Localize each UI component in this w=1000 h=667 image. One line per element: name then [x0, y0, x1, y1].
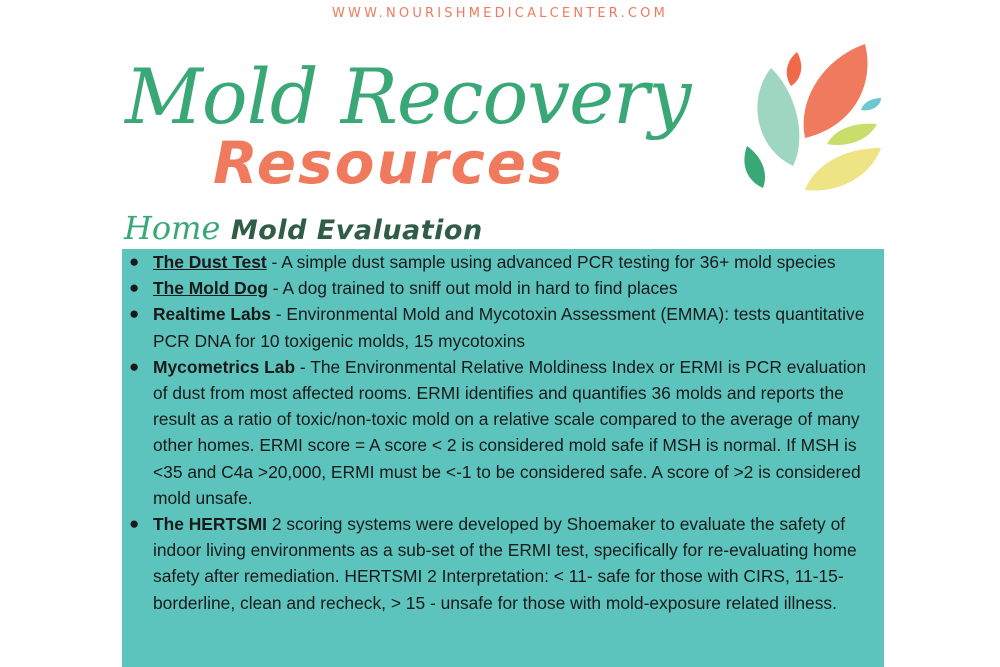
- page-title-line1: Mold Recovery: [125, 52, 691, 141]
- bullet-icon: ●: [129, 514, 140, 534]
- item-description: - Environmental Mold and Mycotoxin Assessment (EMMA): tests quantitative PCR DNA for 10 toxigenic molds, 15 mycotoxins: [153, 304, 865, 351]
- list-item: [129, 354, 872, 511]
- list-item: [129, 275, 872, 301]
- list-item: [129, 511, 872, 616]
- item-title-link[interactable]: The Mold Dog: [153, 278, 268, 299]
- section-heading-bold: Mold Evaluation: [230, 215, 483, 246]
- page-title-line2: Resources: [213, 129, 565, 197]
- bullet-icon: ●: [129, 356, 140, 376]
- list-item: [129, 249, 872, 275]
- list-item: [129, 301, 872, 353]
- resource-list: [122, 249, 884, 616]
- item-title: Mycometrics Lab: [153, 356, 296, 377]
- resources-panel: [122, 249, 884, 667]
- item-description: - A simple dust sample using advanced PCR testing for 36+ mold species: [266, 252, 836, 272]
- item-title: Realtime Labs: [153, 304, 271, 325]
- red-leaf-icon: [787, 52, 802, 86]
- item-description: - The Environmental Relative Moldiness Index or ERMI is PCR evaluation of dust from most affected rooms. ERMI identifies and quantifies 36 molds and reports the result as a ratio of toxic/non-toxic mold on a relative scale compared to the average of many other homes. ERMI score = A score < 2 is considered mold safe if MSH is normal. If MSH is <35 and C4a >20,000, ERMI must be <-1 to be considered safe. A score of >2 is considered mold unsafe.: [153, 356, 866, 508]
- lime-leaf-icon: [827, 124, 877, 145]
- item-description: 2 scoring systems were developed by Shoemaker to evaluate the safety of indoor living environments as a sub-set of the ERMI test, specifically for re-evaluating home safety after remediation. HERTSMI 2 Interpretation: < 11- safe for those with CIRS, 11-15- borderline, clean and recheck, > 15 - unsafe for those with mold-exposure related illness.: [153, 514, 857, 613]
- item-title: The HERTSMI: [153, 514, 268, 535]
- item-description: - A dog trained to sniff out mold in hard to find places: [267, 278, 678, 299]
- section-heading-script: Home: [124, 209, 221, 247]
- bullet-icon: ●: [129, 304, 140, 324]
- website-url: WWW.NOURISHMEDICALCENTER.COM: [331, 6, 669, 21]
- bullet-icon: ●: [129, 278, 140, 298]
- leaves-logo-icon: [735, 38, 885, 198]
- item-title-link[interactable]: The Dust Test: [153, 252, 267, 272]
- cyan-leaf-icon: [861, 98, 881, 110]
- bullet-icon: ●: [129, 252, 140, 271]
- yellow-leaf-icon: [805, 148, 881, 191]
- coral-leaf-icon: [804, 44, 868, 138]
- green-leaf-icon: [744, 146, 765, 188]
